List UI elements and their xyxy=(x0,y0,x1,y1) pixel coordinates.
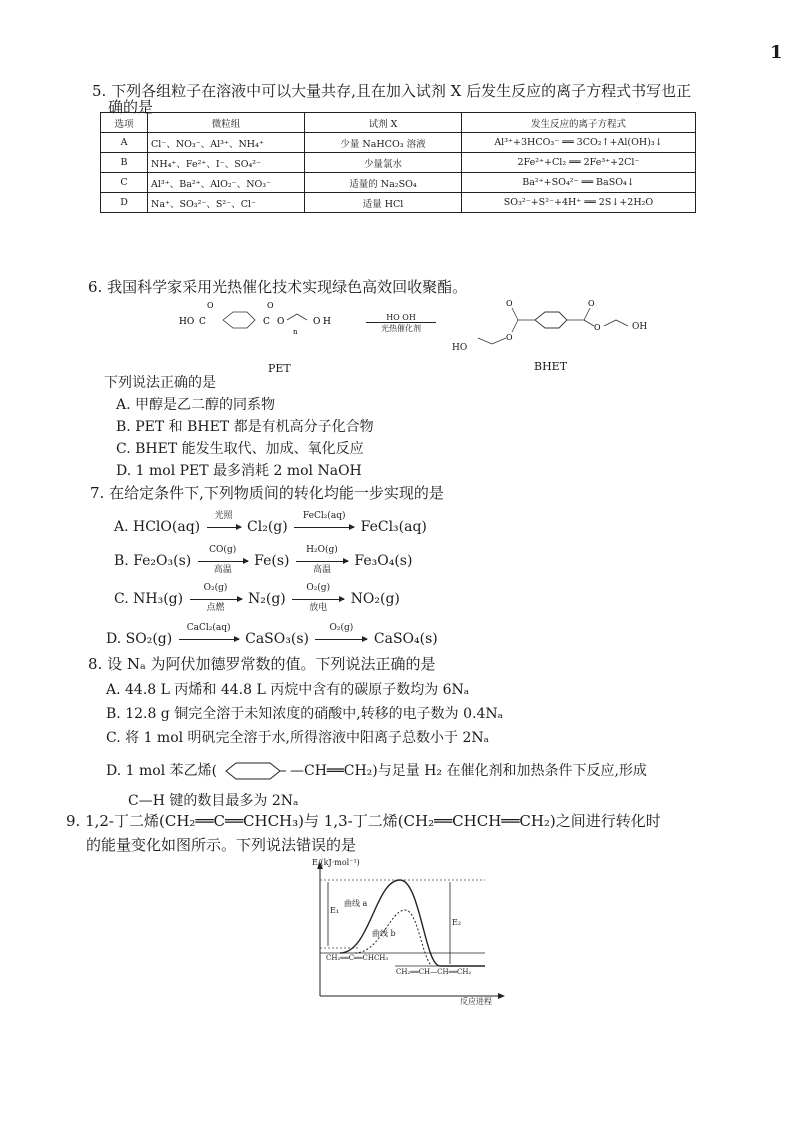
q7-b-c1b: 高温 xyxy=(213,565,232,575)
arrow-line xyxy=(207,527,241,528)
q8-option-c: C. 将 1 mol 明矾完全溶于水,所得溶液中阳离子总数小于 2Nₐ xyxy=(106,730,490,746)
q7-option-c xyxy=(114,583,400,613)
q6-option-c: C. BHET 能发生取代、加成、氧化反应 xyxy=(116,441,364,457)
q5-table xyxy=(100,112,696,213)
svg-text:C: C xyxy=(263,317,270,327)
svg-text:n: n xyxy=(293,328,298,336)
q6-option-b: B. PET 和 BHET 都是有机高分子化合物 xyxy=(116,419,374,435)
arrow-line xyxy=(315,639,367,640)
q5-row-a-equation: Al³⁺+3HCO₃⁻ ══ 3CO₂↑+Al(OH)₃↓ xyxy=(462,133,696,153)
q7-b-c2: H₂O(g) xyxy=(306,545,338,555)
bhet-ho: HO xyxy=(452,343,468,353)
q7-a-label: A. xyxy=(114,519,129,535)
q7-c-arrow1 xyxy=(190,583,242,613)
svg-text:O: O xyxy=(506,299,513,308)
diagram-curve-b-label: 曲线 b xyxy=(372,929,396,938)
svg-text:O: O xyxy=(207,301,214,310)
q7-a-c1: 光照 xyxy=(214,511,233,521)
table-row xyxy=(101,173,696,193)
q5-row-d-option: D xyxy=(101,193,148,213)
svg-text:O: O xyxy=(277,317,285,327)
q5-stem-line2: 确的是 xyxy=(108,98,154,116)
q7-a-arrow1 xyxy=(207,511,241,536)
q5-row-d-reagent: 适量 HCl xyxy=(305,193,462,213)
q7-d-c2: O₂(g) xyxy=(329,623,354,633)
diagram-e2-label: E₂ xyxy=(452,918,462,927)
q5-row-a-reagent: 少量 NaHCO₃ 溶液 xyxy=(305,133,462,153)
q7-d-s1: SO₂(g) xyxy=(125,631,173,647)
diagram-curve-a-label: 曲线 a xyxy=(344,899,368,908)
q7-a-s1: HClO(aq) xyxy=(133,519,201,535)
pet-structure-svg xyxy=(175,300,375,356)
q6-arrow xyxy=(366,313,436,334)
svg-text:C: C xyxy=(199,317,206,327)
arrow-line xyxy=(294,527,354,528)
q7-c-arrow2 xyxy=(292,583,344,613)
diagram-xlabel: 反应进程 xyxy=(460,997,492,1006)
q6-arrow-line xyxy=(366,322,436,323)
q6-prompt: 下列说法正确的是 xyxy=(104,375,216,391)
q5-header-option: 选项 xyxy=(101,113,148,133)
table-row xyxy=(101,193,696,213)
q5-row-a-particles: Cl⁻、NO₃⁻、Al³⁺、NH₄⁺ xyxy=(148,133,305,153)
table-row xyxy=(101,153,696,173)
q6-option-d: D. 1 mol PET 最多消耗 2 mol NaOH xyxy=(116,463,362,479)
q6-arrow-bottom: 光热催化剂 xyxy=(381,324,421,333)
q5-row-d-particles: Na⁺、SO₃²⁻、S²⁻、Cl⁻ xyxy=(148,193,305,213)
benzene-ring-icon xyxy=(222,760,286,782)
q7-c-c1: O₂(g) xyxy=(203,583,228,593)
q8-option-d-line1 xyxy=(106,760,647,782)
bhet-label: BHET xyxy=(534,360,568,373)
q5-row-a-option: A xyxy=(101,133,148,153)
q7-d-s2: CaSO₃(s) xyxy=(245,631,309,647)
q7-a-s2: Cl₂(g) xyxy=(247,519,288,535)
diagram-reactant-label: CH₂══C══CHCH₃ xyxy=(326,954,389,962)
q7-b-label: B. xyxy=(114,553,129,569)
q7-b-s3: Fe₃O₄(s) xyxy=(354,553,413,569)
q8-d-part2: —CH══CH₂)与足量 H₂ 在催化剂和加热条件下反应,形成 xyxy=(289,763,647,779)
q7-b-arrow1 xyxy=(198,545,248,575)
q5-header-reagent: 试剂 X xyxy=(305,113,462,133)
q9-line2: 的能量变化如图所示。下列说法错误的是 xyxy=(86,836,357,854)
q5-header-equation: 发生反应的离子方程式 xyxy=(462,113,696,133)
q7-d-s3: CaSO₄(s) xyxy=(373,631,438,647)
q8-stem: 8. 设 Nₐ 为阿伏加德罗常数的值。下列说法正确的是 xyxy=(88,655,436,673)
q5-row-d-equation: SO₃²⁻+S²⁻+4H⁺ ══ 2S↓+2H₂O xyxy=(462,193,696,213)
q5-row-b-equation: 2Fe²⁺+Cl₂ ══ 2Fe³⁺+2Cl⁻ xyxy=(462,153,696,173)
q5-table-header xyxy=(101,113,696,133)
q5-header-particles: 微粒组 xyxy=(148,113,305,133)
pet-label: PET xyxy=(268,362,291,375)
svg-text:O: O xyxy=(588,299,595,308)
q9-line1: 9. 1,2-丁二烯(CH₂══C══CHCH₃)与 1,3-丁二烯(CH₂══CHCH══CH₂)之间进行转化时 xyxy=(66,812,661,830)
diagram-ylabel: E/(kJ·mol⁻¹) xyxy=(312,858,360,867)
q5-row-b-reagent: 少量氯水 xyxy=(305,153,462,173)
svg-text:O: O xyxy=(506,333,513,342)
q7-c-c1b: 点燃 xyxy=(206,603,225,613)
q5-stem-line1: 5. 下列各组粒子在溶液中可以大量共存,且在加入试剂 X 后发生反应的离子方程式书写也正 xyxy=(92,82,692,100)
energy-diagram-svg xyxy=(300,858,540,1008)
q7-d-c1: CaCl₂(aq) xyxy=(186,623,231,633)
q7-d-arrow2 xyxy=(315,623,367,648)
q8-option-a: A. 44.8 L 丙烯和 44.8 L 丙烷中含有的碳原子数均为 6Nₐ xyxy=(106,682,470,698)
svg-text:O: O xyxy=(594,323,601,332)
q8-option-d-line2: C—H 键的数目最多为 2Nₐ xyxy=(128,793,299,809)
q5-row-c-equation: Ba²⁺+SO₄²⁻ ══ BaSO₄↓ xyxy=(462,173,696,193)
q7-c-s3: NO₂(g) xyxy=(350,591,400,607)
q6-arrow-top: HO OH xyxy=(386,313,416,322)
bhet-oh: OH xyxy=(632,322,648,332)
q7-c-label: C. xyxy=(114,591,129,607)
svg-text:O: O xyxy=(267,301,274,310)
q7-stem: 7. 在给定条件下,下列物质间的转化均能一步实现的是 xyxy=(90,484,444,502)
x-axis-arrow xyxy=(498,993,505,999)
q7-a-arrow2 xyxy=(294,511,354,536)
energy-diagram xyxy=(300,858,540,1008)
q7-b-c1: CO(g) xyxy=(209,545,237,555)
q7-c-s2: N₂(g) xyxy=(248,591,286,607)
q6-option-a: A. 甲醇是乙二醇的同系物 xyxy=(116,397,276,413)
q7-a-c2: FeCl₂(aq) xyxy=(302,511,346,521)
q7-option-a xyxy=(114,511,427,536)
svg-text:H: H xyxy=(323,317,331,327)
svg-text:O: O xyxy=(313,317,321,327)
q6-stem: 6. 我国科学家采用光热催化技术实现绿色高效回收聚酯。 xyxy=(88,278,468,296)
q5-row-b-particles: NH₄⁺、Fe²⁺、I⁻、SO₄²⁻ xyxy=(148,153,305,173)
q7-c-s1: NH₃(g) xyxy=(133,591,184,607)
q7-b-s2: Fe(s) xyxy=(254,553,290,569)
diagram-e1-label: E₁ xyxy=(330,906,340,915)
q7-c-c2b: 放电 xyxy=(309,603,328,613)
q8-option-b: B. 12.8 g 铜完全溶于未知浓度的硝酸中,转移的电子数为 0.4Nₐ xyxy=(106,706,504,722)
q8-d-part1: D. 1 mol 苯乙烯( xyxy=(106,763,218,779)
corner-mark: 1 xyxy=(770,42,783,63)
table-row xyxy=(101,133,696,153)
q7-d-label: D. xyxy=(106,631,122,647)
q7-b-c2b: 高温 xyxy=(312,565,331,575)
q7-d-arrow1 xyxy=(179,623,239,648)
diagram-product-label: CH₂══CH—CH══CH₂ xyxy=(396,968,472,976)
q5-row-c-particles: Al³⁺、Ba²⁺、AlO₂⁻、NO₃⁻ xyxy=(148,173,305,193)
q7-option-d xyxy=(106,623,438,648)
pet-structure xyxy=(175,300,375,356)
arrow-line xyxy=(179,639,239,640)
q7-option-b xyxy=(114,545,413,575)
q5-row-b-option: B xyxy=(101,153,148,173)
q5-row-c-option: C xyxy=(101,173,148,193)
q7-b-arrow2 xyxy=(296,545,348,575)
q5-row-c-reagent: 适量的 Na₂SO₄ xyxy=(305,173,462,193)
q7-c-c2: O₂(g) xyxy=(306,583,331,593)
q7-a-s3: FeCl₃(aq) xyxy=(360,519,427,535)
svg-text:HO: HO xyxy=(179,317,195,327)
q7-b-s1: Fe₂O₃(s) xyxy=(133,553,192,569)
